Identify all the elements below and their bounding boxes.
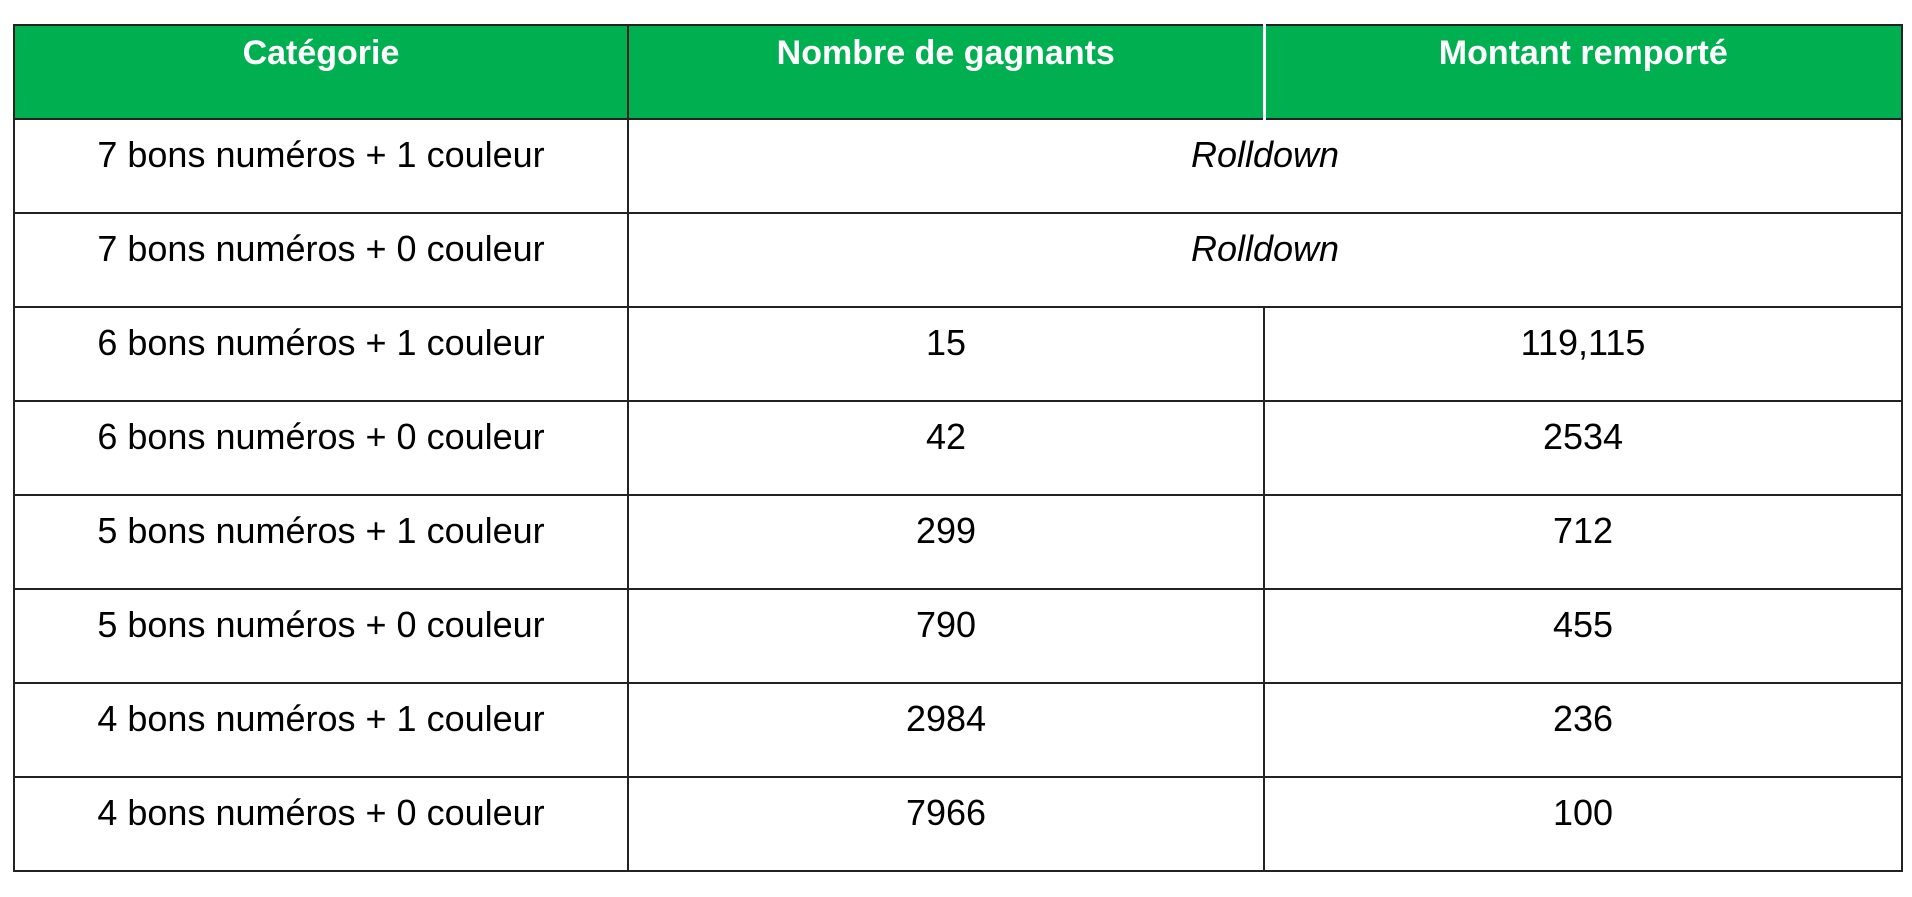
table-row <box>14 683 1902 777</box>
cell-category: 4 bons numéros + 0 couleur <box>14 777 628 871</box>
header-winners: Nombre de gagnants <box>628 25 1264 119</box>
header-amount: Montant remporté <box>1264 25 1902 119</box>
results-table-container <box>13 24 1901 872</box>
cell-amount: 712 <box>1264 495 1902 589</box>
cell-winners: 790 <box>628 589 1264 683</box>
table-row <box>14 401 1902 495</box>
cell-winners: 42 <box>628 401 1264 495</box>
cell-category: 4 bons numéros + 1 couleur <box>14 683 628 777</box>
cell-category: 7 bons numéros + 0 couleur <box>14 213 628 307</box>
table-row <box>14 777 1902 871</box>
cell-winners: 7966 <box>628 777 1264 871</box>
table-row <box>14 213 1902 307</box>
table-row <box>14 589 1902 683</box>
cell-category: 6 bons numéros + 0 couleur <box>14 401 628 495</box>
results-table <box>13 24 1903 872</box>
cell-rolldown: Rolldown <box>628 213 1902 307</box>
cell-category: 7 bons numéros + 1 couleur <box>14 119 628 213</box>
table-header-row <box>14 25 1902 119</box>
cell-amount: 119,115 <box>1264 307 1902 401</box>
table-row <box>14 307 1902 401</box>
cell-amount: 236 <box>1264 683 1902 777</box>
cell-winners: 299 <box>628 495 1264 589</box>
cell-category: 6 bons numéros + 1 couleur <box>14 307 628 401</box>
cell-category: 5 bons numéros + 1 couleur <box>14 495 628 589</box>
table-row <box>14 119 1902 213</box>
cell-category: 5 bons numéros + 0 couleur <box>14 589 628 683</box>
cell-winners: 2984 <box>628 683 1264 777</box>
cell-amount: 100 <box>1264 777 1902 871</box>
cell-amount: 455 <box>1264 589 1902 683</box>
cell-amount: 2534 <box>1264 401 1902 495</box>
header-category: Catégorie <box>14 25 628 119</box>
cell-rolldown: Rolldown <box>628 119 1902 213</box>
cell-winners: 15 <box>628 307 1264 401</box>
table-row <box>14 495 1902 589</box>
